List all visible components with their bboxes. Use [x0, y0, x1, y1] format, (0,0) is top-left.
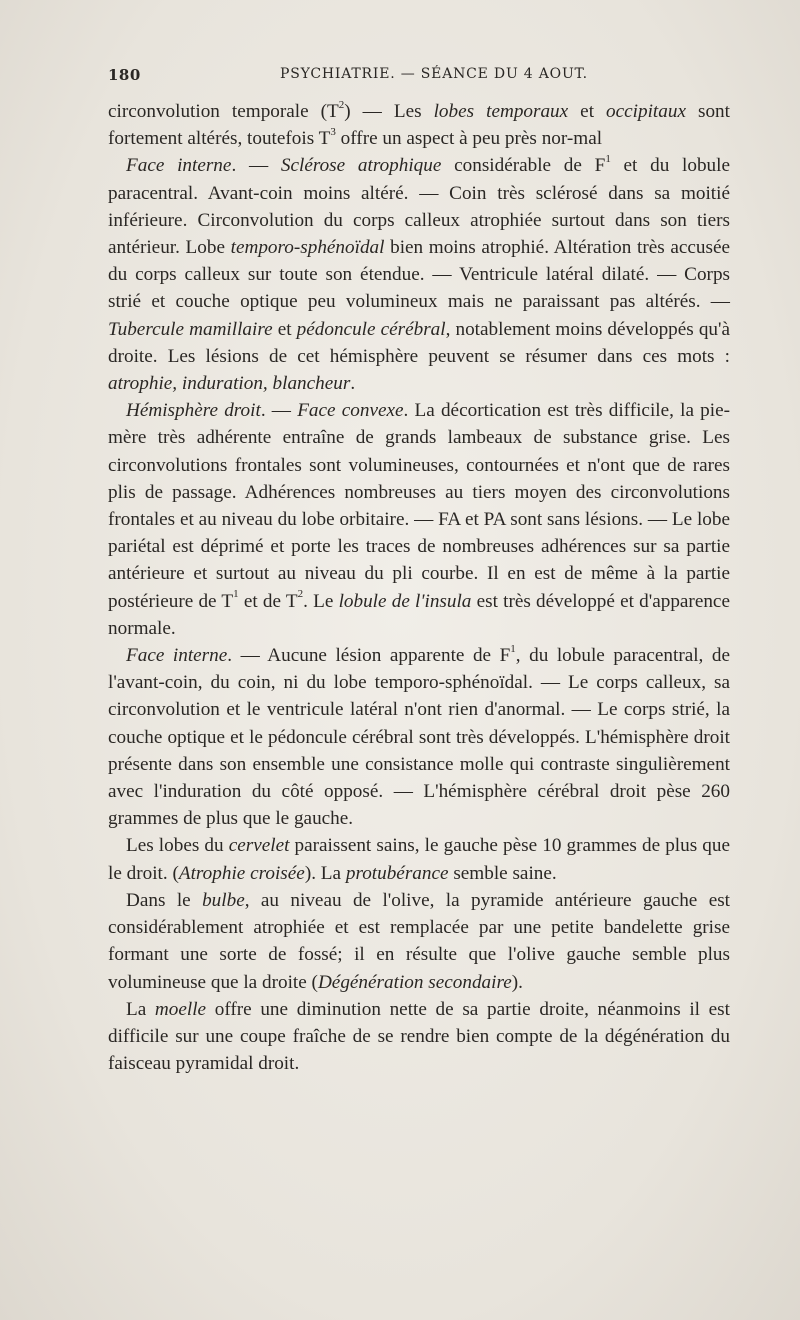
italic-phrase: atrophie, induration, blancheur: [108, 373, 351, 395]
text-run: Dans le: [126, 889, 203, 911]
running-head: PSYCHIATRIE. — SÉANCE DU 4 AOUT.: [280, 66, 588, 82]
text-run: est très développé et d'apparence normale.: [108, 590, 730, 639]
italic-phrase: lobule de l'insula: [338, 590, 472, 612]
text-run: offre une diminution nette de sa partie droite, néanmoins il est difficile sur une coupe fraîche de se rendre bien compte de la dégénération du faisceau pyramidal droit.: [108, 998, 730, 1075]
text-run: , au niveau de l'olive, la pyramide antérieure gauche est considérablement atrophiée et est remplacée par une petite bandelette grise formant une sorte de fossé; il en résulte que l'olive gauche semble plus volumineuse que la droite (: [108, 889, 731, 993]
paragraph: [108, 397, 730, 642]
text-run: . La décortication est très difficile, la pie-mère très adhérente entraîne de grands lambeaux de substance grise. Les circonvolutions frontales sont volumineuses, contournées et n'ont que de rares plis de passage. Adhérences nombreuses au tiers moyen des circonvolutions frontales et au niveau du lobe orbitaire. — FA et PA sont sans lésions. — Le lobe pariétal est déprimé et porte les traces de nombreuses adhérences sur sa partie antérieure et surtout au niveau du pli courbe. Il en est de même à la partie postérieure de T: [108, 400, 731, 612]
text-run: La: [126, 998, 155, 1020]
body-text: [108, 98, 730, 1077]
italic-phrase: protubérance: [345, 862, 449, 884]
text-run: ) — Les: [344, 101, 434, 122]
superscript: 1: [510, 642, 516, 655]
paragraph: [108, 98, 730, 152]
text-run: considérable de F: [441, 155, 606, 177]
text-run: circonvolution temporale (T: [108, 101, 339, 122]
text-run: . — Aucune lésion apparente de F: [227, 645, 511, 667]
superscript: 3: [330, 125, 336, 138]
italic-phrase: Tubercule mamillaire: [108, 318, 273, 340]
superscript: 2: [338, 98, 345, 111]
text-run: ). La: [304, 862, 346, 884]
italic-phrase: Face interne: [126, 155, 232, 177]
italic-phrase: Face convexe: [297, 400, 404, 422]
page-header: [108, 66, 728, 88]
paragraph: [108, 832, 730, 886]
text-run: , du lobule paracentral, de l'avant-coin, du coin, ni du lobe temporo-sphénoïdal. — Le corps calleux, sa circonvolution et le ventricule latéral n'ont rien d'anormal. — Le corps strié, la couche optique et le pédoncule cérébral sont très développés. L'hémisphère droit présente dans son ensemble une consistance molle qui contraste singulièrement avec l'induration du côté opposé. — L'hémisphère cérébral droit pèse 260 grammes de plus que le gauche.: [108, 645, 731, 830]
text-run: ).: [511, 971, 523, 993]
superscript: 1: [605, 153, 611, 166]
text-run: et de T: [238, 590, 298, 612]
text-run: semble saine.: [448, 862, 557, 884]
italic-phrase: Hémisphère droit: [126, 400, 261, 422]
italic-phrase: Atrophie croisée: [178, 862, 305, 884]
italic-phrase: Face interne: [126, 645, 228, 667]
italic-phrase: occipitaux: [606, 101, 686, 122]
italic-phrase: Sclérose atrophique: [280, 155, 442, 177]
text-run: offre un aspect à peu près nor-mal: [335, 128, 603, 150]
text-run: , notablement moins développés qu'à droite. Les lésions de cet hémisphère peuvent se résumer dans ces mots :: [108, 318, 730, 367]
paragraph: [108, 887, 730, 996]
text-run: et du lobule paracentral. Avant-coin moins altéré. — Coin très sclérosé dans sa moitié inférieure. Circonvolution du corps calleux atrophiée surtout dans son tiers antérieur. Lobe: [108, 155, 730, 259]
superscript: 2: [297, 588, 304, 601]
paragraph: [108, 996, 730, 1078]
text-run: Les lobes du: [126, 835, 229, 857]
page-number: 180: [108, 66, 141, 84]
italic-phrase: temporo-sphénoïdal: [230, 237, 385, 259]
text-run: . —: [231, 155, 281, 177]
text-run: bien moins atrophié. Altération très accusée du corps calleux sur toute son étendue. — Ventricule latéral dilaté. — Corps strié et couche optique peu volumineux mais ne paraissant pas altérés. —: [108, 237, 730, 313]
text-run: et: [568, 101, 607, 122]
text-run: et: [272, 318, 297, 340]
paragraph: [108, 152, 730, 397]
italic-phrase: pédoncule cérébral: [296, 318, 446, 340]
italic-phrase: bulbe: [202, 889, 245, 911]
italic-phrase: moelle: [154, 998, 207, 1020]
text-run: . —: [260, 400, 298, 422]
text-run: . Le: [303, 590, 339, 612]
italic-phrase: lobes temporaux: [433, 101, 569, 122]
text-run: paraissent sains, le gauche pèse 10 grammes de plus que le droit. (: [108, 835, 730, 884]
italic-phrase: Dégénération secondaire: [317, 971, 512, 993]
italic-phrase: cervelet: [228, 835, 290, 857]
text-run: .: [350, 373, 356, 395]
superscript: 1: [233, 588, 239, 601]
text-run: sont fortement altérés, toutefois T: [108, 101, 730, 150]
paragraph: [108, 642, 730, 832]
